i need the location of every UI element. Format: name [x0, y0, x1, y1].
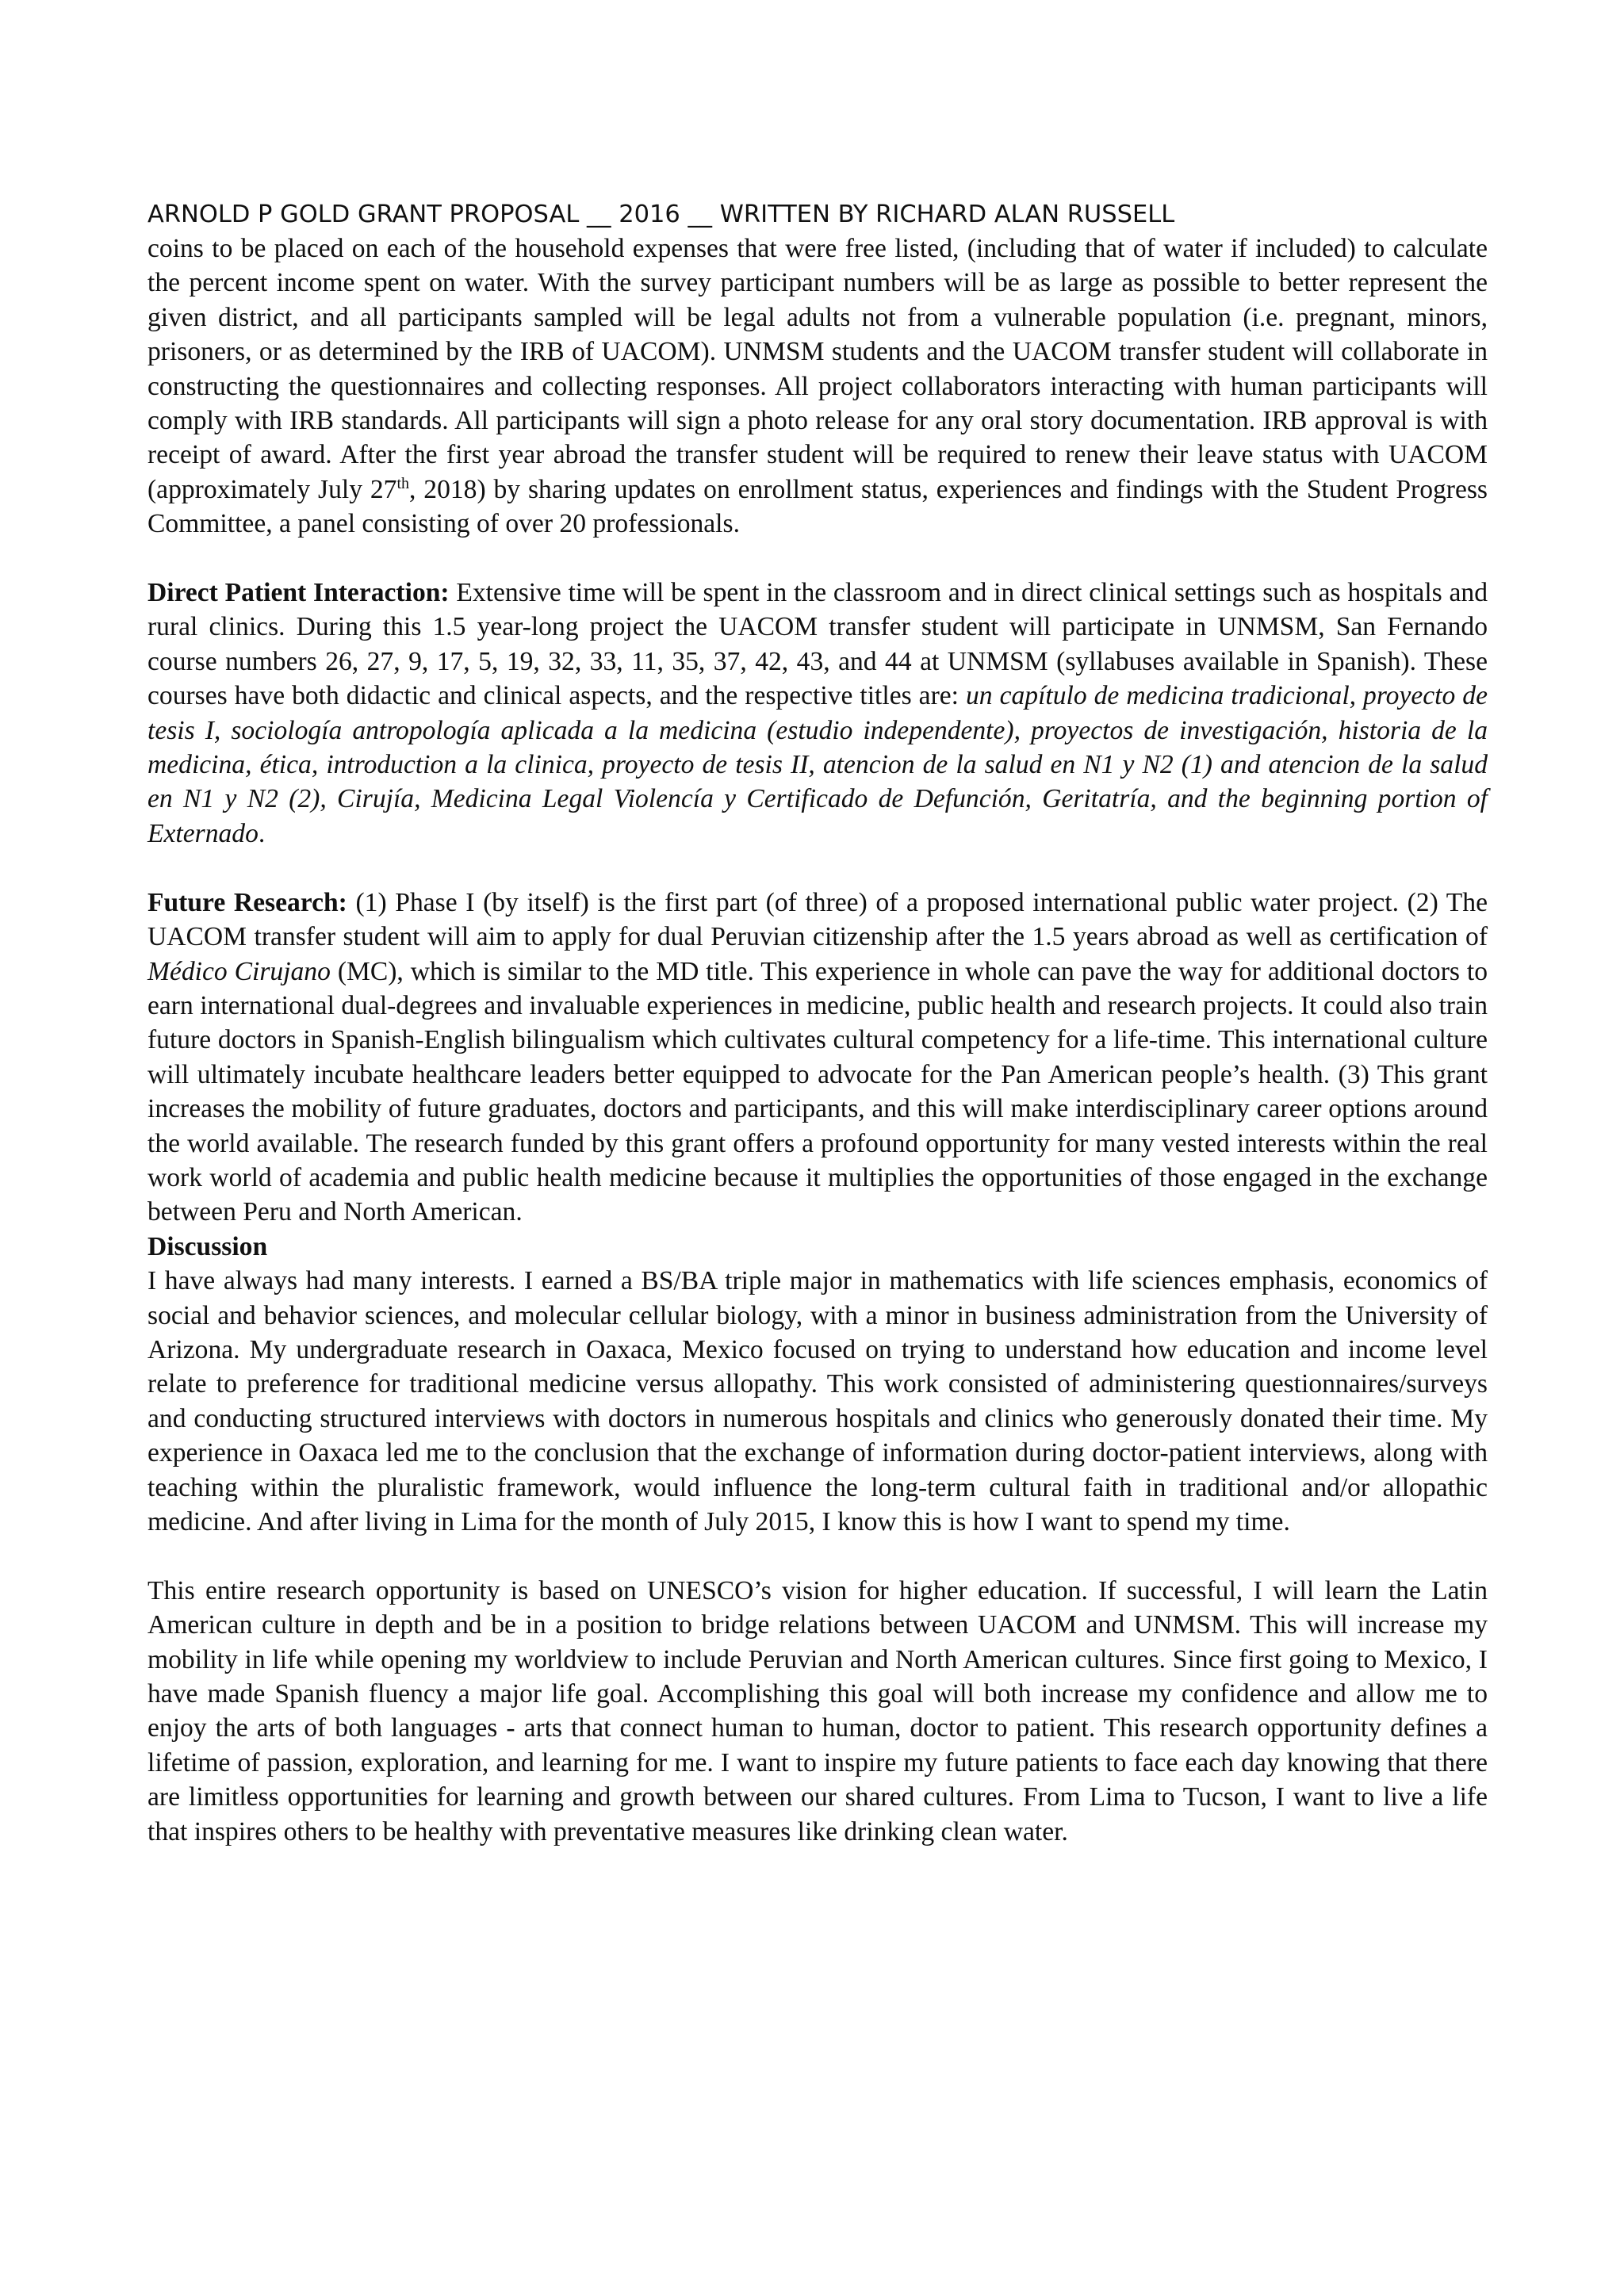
discussion-heading: Discussion: [147, 1231, 268, 1261]
future-research-text-a: (1) Phase I (by itself) is the first part (of three) of a proposed international public water project. (2) The UACOM transfer student will aim to apply for dual Peruvian citizenship after the 1.5 years abroad as well as certification of: [147, 887, 1488, 952]
document-page: [147, 198, 1488, 1849]
direct-patient-end: .: [258, 818, 266, 848]
page-header: ARNOLD P GOLD GRANT PROPOSAL __ 2016 __ WRITTEN BY RICHARD ALAN RUSSELL: [147, 201, 1175, 228]
methods-paragraph: [147, 232, 1488, 541]
direct-patient-text: Extensive time will be spent in the classroom and in direct clinical settings such as hospitals and rural clinics. During this 1.5 year-long project the UACOM transfer student will participate in UNMSM, San Fernando course numbers 26, 27, 9, 17, 5, 19, 32, 33, 11, 35, 37, 42, 43, and 44 at UNMSM (syllabuses available in Spanish). These courses have both didactic and clinical aspects, and the respective titles are:: [147, 578, 1488, 711]
direct-patient-heading: Direct Patient Interaction:: [147, 578, 450, 608]
discussion-paragraph-2: This entire research opportunity is based on UNESCO’s vision for higher education. If successful, I will learn the Latin American culture in depth and be in a position to bridge relations between UACOM and UNMSM. This will increase my mobility in life while opening my worldview to include Peruvian and North American cultures. Since first going to Mexico, I have made Spanish fluency a major life goal. Accomplishing this goal will both increase my confidence and allow me to enjoy the arts of both languages - arts that connect human to human, doctor to patient. This research opportunity defines a lifetime of passion, exploration, and learning for me. I want to inspire my future patients to face each day knowing that there are limitless opportunities for learning and growth between our shared cultures. From Lima to Tucson, I want to live a life that inspires others to be healthy with preventative measures like drinking clean water.: [147, 1575, 1488, 1846]
discussion-paragraph-1: I have always had many interests. I earned a BS/BA triple major in mathematics with life sciences emphasis, economics of social and behavior sciences, and molecular cellular biology, with a minor in business administration from the University of Arizona. My undergraduate research in Oaxaca, Mexico focused on trying to understand how education and income level relate to preference for traditional medicine versus allopathy. This work consisted of administering questionnaires/surveys and conducting structured interviews with doctors in numerous hospitals and clinics who generously donated their time. My experience in Oaxaca led me to the conclusion that the exchange of information during doctor-patient interviews, along with teaching within the pluralistic framework, would influence the long-term cultural faith in traditional and/or allopathic medicine. And after living in Lima for the month of July 2015, I know this is how I want to spend my time.: [147, 1266, 1488, 1536]
direct-patient-paragraph: [147, 576, 1488, 851]
course-titles-italic: un capítulo de medicina tradicional, proyecto de tesis I, sociología antropología aplicada a la medicina (estudio independente), proyectos de investigación, historia de la medicina, ética, introduction a la clinica, proyecto de tesis II, atencion de la salud en N1 y N2 (1) and atencion de la salud en N1 y N2 (2), Cirujía, Medicina Legal Violencía y Certificado de Defunción, Geritatría, and the beginning portion of Externado: [147, 681, 1488, 848]
future-research-heading: Future Research:: [147, 887, 347, 917]
future-research-text-b: (MC), which is similar to the MD title. This experience in whole can pave the way for additional doctors to earn international dual-degrees and invaluable experiences in medicine, public health and research projects. It could also train future doctors in Spanish-English bilingualism which cultivates cultural competency for a life-time. This international culture will ultimately incubate healthcare leaders better equipped to advocate for the Pan American people’s health. (3) This grant increases the mobility of future graduates, doctors and participants, and this will make interdisciplinary career options around the world available. The research funded by this grant offers a profound opportunity for many vested interests within the real work world of academia and public health medicine because it multiplies the opportunities of those engaged in the exchange between Peru and North American.: [147, 956, 1488, 1227]
methods-text-b: , 2018) by sharing updates on enrollment status, experiences and findings with the Student Progress Committee, a panel consisting of over 20 professionals.: [147, 474, 1488, 539]
ordinal-superscript: th: [396, 474, 410, 492]
future-research-paragraph: [147, 886, 1488, 1230]
methods-text-a: coins to be placed on each of the household expenses that were free listed, (including that of water if included) to calculate the percent income spent on water. With the survey participant numbers will be as large as possible to better represent the given district, and all participants sampled will be legal adults not from a vulnerable population (i.e. pregnant, minors, prisoners, or as determined by the IRB of UACOM). UNMSM students and the UACOM transfer student will collaborate in constructing the questionnaires and collecting responses. All project collaborators interacting with human participants will comply with IRB standards. All participants will sign a photo release for any oral story documentation. IRB approval is with receipt of award. After the first year abroad the transfer student will be required to renew their leave status with UACOM (approximately July 27: [147, 234, 1488, 504]
medico-cirujano-italic: Médico Cirujano: [147, 956, 331, 986]
